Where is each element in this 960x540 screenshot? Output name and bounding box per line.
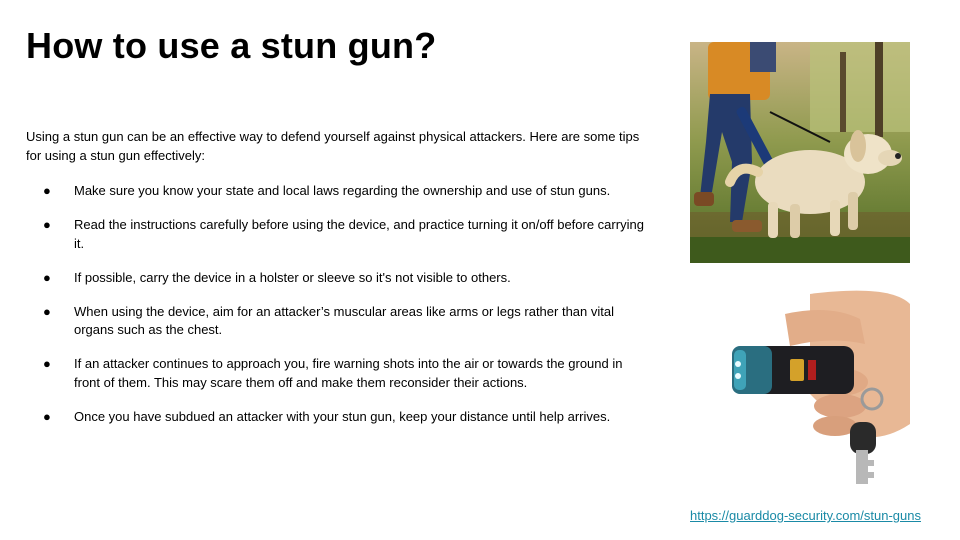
- list-item: [26, 216, 646, 253]
- bullet-icon: ●: [43, 408, 51, 424]
- list-item-text: Read the instructions carefully before using the device, and practice turning it on/off before carrying it.: [74, 217, 644, 251]
- list-item: [26, 355, 646, 392]
- bullet-icon: ●: [43, 269, 51, 285]
- slide-title: How to use a stun gun?: [26, 25, 437, 66]
- list-item-text: If possible, carry the device in a holster or sleeve so it's not visible to others.: [74, 269, 511, 285]
- list-item-text: Once you have subdued an attacker with your stun gun, keep your distance until help arrives.: [74, 408, 611, 424]
- tips-list: [26, 182, 646, 442]
- list-item-text: When using the device, aim for an attacker’s muscular areas like arms or legs rather than vital organs such as the chest.: [74, 303, 614, 337]
- source-link[interactable]: https://guarddog-security.com/stun-guns: [690, 508, 921, 523]
- bullet-icon: ●: [43, 356, 51, 371]
- bullet-icon: ●: [43, 217, 51, 232]
- list-item-text: If an attacker continues to approach you, fire warning shots into the air or towards the ground in front of them. This may scare them off and make them reconsider their actions.: [74, 356, 623, 390]
- list-item: [26, 303, 646, 340]
- intro-paragraph: Using a stun gun can be an effective way to defend yourself against physical attackers. Here are some tips for using a stun gun effectively:: [26, 129, 640, 163]
- list-item-text: Make sure you know your state and local laws regarding the ownership and use of stun guns.: [74, 183, 611, 198]
- list-item: [26, 408, 646, 427]
- list-item: [26, 182, 646, 201]
- list-item: [26, 269, 646, 288]
- stun-gun-photo: [690, 274, 910, 488]
- dog-walking-photo: [690, 42, 910, 263]
- bullet-icon: ●: [43, 183, 51, 198]
- bullet-icon: ●: [43, 303, 51, 319]
